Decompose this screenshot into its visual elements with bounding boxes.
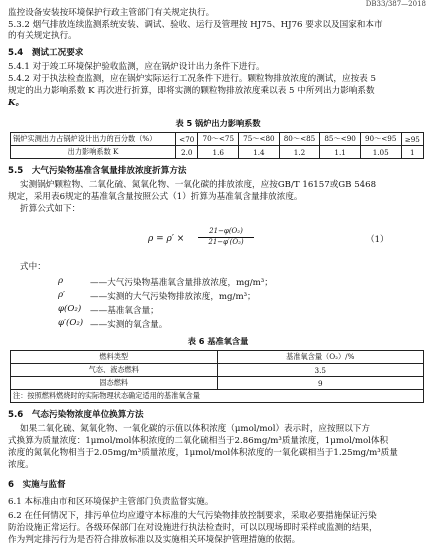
table-cell: 3.5 xyxy=(217,364,424,377)
table-cell: 1.2 xyxy=(279,146,320,159)
formula-number: （1） xyxy=(366,235,389,245)
text-line: 折算公式如下： xyxy=(20,204,81,214)
formula-numerator: 21−φ(O₂) xyxy=(209,227,243,235)
variable-symbol: φ′(O₂) xyxy=(58,318,84,328)
text-line: 6.1 本标准由市和区环境保护主管部门负责监督实施。 xyxy=(8,497,214,507)
table-cell: 90～<95 xyxy=(360,133,401,146)
text-line: 防治设施正常运行。各级环保部门在对设施进行执法检查时，可以以现场即时采样或监测的结果， xyxy=(8,523,378,533)
formula xyxy=(148,227,398,257)
section-heading: 5.4 测试工况要求 xyxy=(8,48,84,58)
text-line: 监控设备安装按环境保护行政主管部门有关规定执行。 xyxy=(8,8,215,18)
table-cell: 1.1 xyxy=(320,146,361,159)
table-cell: 出力影响系数 K xyxy=(11,146,176,159)
table-cell: 9 xyxy=(217,377,424,390)
table-cell: 75～<80 xyxy=(239,133,280,146)
variable-desc: ——基准氧含量； xyxy=(90,306,159,316)
text-line: K。 xyxy=(8,98,25,108)
table-cell: 1.4 xyxy=(239,146,280,159)
table6 xyxy=(10,350,424,403)
text-line: 6.2 在任何情况下，排污单位均应遵守本标准的大气污染物排放控制要求，采取必要措施保证污染 xyxy=(8,511,377,521)
table-cell: 70～<75 xyxy=(198,133,239,146)
table-cell: 1.05 xyxy=(360,146,401,159)
formula-lhs: ρ = ρ′ × xyxy=(148,234,185,244)
table-row xyxy=(11,146,424,159)
table-note: 注：按照燃料燃烧时的实际物理状态确定适用的基准氧含量 xyxy=(11,390,424,403)
table-row xyxy=(11,390,424,403)
variable-symbol: φ(O₂) xyxy=(58,304,82,314)
text-line: 式中： xyxy=(20,262,46,272)
section-heading: 6 实施与监督 xyxy=(8,480,66,490)
table-row xyxy=(11,377,424,390)
table5 xyxy=(10,132,424,159)
variable-desc: ——大气污染物基准氧含量排放浓度，mg/m³； xyxy=(90,278,273,288)
table-cell: <70 xyxy=(176,133,198,146)
text-line: 规定的出力影响系数 K 再次进行折算，即将实测的颗粒物排放浓度乘以表 5 中所列出力影响系数 xyxy=(8,86,375,96)
text-line: 规定，采用表6规定的基准氧含量按照公式（1）折算为基准氧含量排放浓度。 xyxy=(8,192,303,202)
table-header: 基准氧含量（O₂）/% xyxy=(217,351,424,364)
variable-symbol: ρ xyxy=(58,276,64,286)
variable-desc: ——实测的氧含量。 xyxy=(90,320,168,330)
page-header: DB33/387—2018 xyxy=(365,0,426,8)
text-line: 如果二氧化硫、氮氧化物、一氧化碳的示值以体积浓度（μmol/mol）表示时，应按照以下方 xyxy=(20,424,370,434)
variable-desc: ——实测的大气污染物排放浓度，mg/m³； xyxy=(90,292,256,302)
section-heading: 5.5 大气污染物基准含氧量排放浓度折算方法 xyxy=(8,166,187,176)
table-row xyxy=(11,364,424,377)
table-cell: 气态、液态燃料 xyxy=(11,364,218,377)
table-cell: ≥95 xyxy=(401,133,423,146)
table-cell: 1.6 xyxy=(198,146,239,159)
section-heading: 5.6 气态污染物浓度单位换算方法 xyxy=(8,410,144,420)
table-row xyxy=(11,351,424,364)
table-cell: 1 xyxy=(401,146,423,159)
text-line: 5.3.2 烟气排放连续监测系统安装、调试、验收、运行及管理按 HJ75、HJ76 要求以及国家和本市 xyxy=(8,20,383,30)
text-line: 作为判定排污行为是否符合排放标准以及实施相关环境保护管理措施的依据。 xyxy=(8,535,301,545)
text-line: 5.4.2 对于执法检查监测，应在锅炉实际运行工况条件下进行。颗粒物排放浓度的测试，应按表 5 xyxy=(8,74,376,84)
table-cell: 锅炉实测出力占锅炉设计出力的百分数（%） xyxy=(11,133,176,146)
table-cell: 80～<85 xyxy=(279,133,320,146)
table-row xyxy=(11,133,424,146)
formula-denominator: 21−φ′(O₂) xyxy=(208,238,244,246)
variable-list xyxy=(0,276,436,332)
variable-symbol: ρ′ xyxy=(58,290,66,300)
table-cell: 85～<90 xyxy=(320,133,361,146)
text-line: 的有关规定执行。 xyxy=(8,31,77,41)
text-line: 实测锅炉颗粒物、二氧化硫、氮氧化物、一氧化碳的排放浓度，应按GB/T 16157或GB 5468 xyxy=(20,180,377,190)
table-header: 燃料类型 xyxy=(11,351,218,364)
text-line: 式换算为质量浓度：1μmol/mol体积浓度的二氧化硫相当于2.86mg/m³质量浓度，1μmol/mol体积 xyxy=(8,436,389,446)
table-cell: 固态燃料 xyxy=(11,377,218,390)
table6-caption: 表 6 基准氧含量 xyxy=(187,336,249,346)
table-cell: 2.0 xyxy=(176,146,198,159)
text-line: 浓度。 xyxy=(8,460,34,470)
text-line: 浓度的氮氧化物相当于2.05mg/m³质量浓度，1μmol/mol体积浓度的一氧化碳相当于1.25mg/m³质量 xyxy=(8,448,398,458)
table5-caption: 表 5 锅炉出力影响系数 xyxy=(175,118,261,128)
text-line: 5.4.1 对于竣工环境保护验收监测，应在锅炉设计出力条件下进行。 xyxy=(8,62,265,72)
